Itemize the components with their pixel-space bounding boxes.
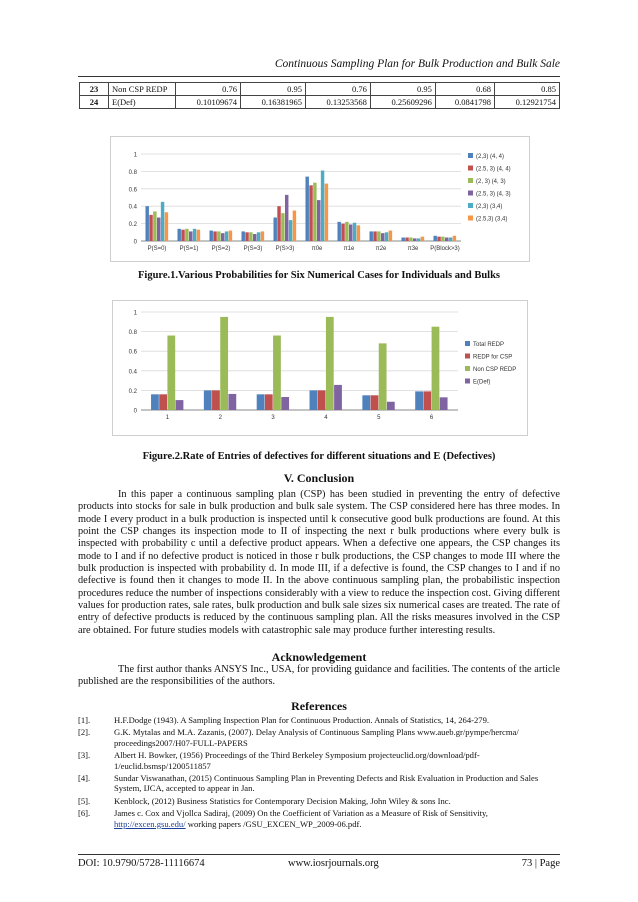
bar — [293, 211, 296, 241]
x-tick-label: P(S>3) — [275, 246, 295, 252]
bar — [385, 232, 388, 241]
bar — [389, 231, 392, 241]
bar — [273, 218, 276, 241]
legend-swatch — [465, 379, 470, 384]
bar — [281, 213, 284, 241]
table-cell: 0.0841798 — [435, 96, 494, 109]
x-tick-label: 2 — [218, 415, 222, 421]
legend-label: (2.5, 3) (4, 4) — [476, 166, 511, 173]
figure-1-chart — [111, 137, 529, 261]
x-tick-label: P(S=1) — [179, 246, 199, 252]
bar — [341, 224, 344, 241]
bar — [321, 171, 324, 241]
legend-swatch — [468, 191, 473, 196]
legend-swatch — [468, 216, 473, 221]
bar — [181, 230, 184, 241]
y-tick-label: 0 — [133, 408, 137, 415]
table-cell: 0.10109674 — [176, 96, 241, 109]
y-tick-label: 1 — [133, 310, 137, 317]
bar — [313, 183, 316, 241]
reference-number: [6]. — [78, 808, 91, 819]
reference-item — [78, 796, 560, 806]
conclusion-paragraph — [78, 489, 560, 637]
bar — [445, 238, 448, 241]
x-tick-label: P(S=0) — [147, 246, 167, 252]
footer-rule — [78, 854, 560, 855]
bar — [265, 394, 273, 410]
figure-1-caption: Figure.1.Various Probabilities for Six Numerical Cases for Individuals and Bulks — [137, 270, 500, 281]
table-cell: 0.25609296 — [370, 96, 435, 109]
bar — [381, 233, 384, 241]
reference-link[interactable]: http://excen.gsu.edu/ — [114, 818, 186, 829]
bar — [261, 231, 264, 241]
bar — [225, 231, 228, 241]
reference-item — [78, 750, 560, 771]
bar — [433, 236, 436, 241]
acknowledgement-paragraph — [78, 664, 560, 689]
bar — [228, 394, 236, 410]
bar — [353, 223, 356, 241]
bar — [377, 231, 380, 241]
row-number: 23 — [80, 83, 109, 96]
bar — [289, 220, 292, 241]
bar — [281, 397, 289, 410]
figure-1-frame — [110, 136, 530, 262]
x-tick-label: π1e — [343, 246, 355, 252]
reference-text: Albert H. Bowker, (1956) Proceedings of the Third Berkeley Symposium projecteuclid.org/download/pdf-1/euclid.bsmsp/1200511857 — [114, 750, 480, 771]
bar — [209, 231, 212, 241]
row-label: E(Def) — [109, 96, 176, 109]
bar — [167, 336, 175, 410]
bar — [253, 234, 256, 241]
bar — [249, 232, 252, 241]
table-cell: 0.76 — [176, 83, 241, 96]
header-rule — [78, 76, 560, 77]
reference-text-tail: working papers /GSU_EXCEN_WP_2009-06.pdf. — [185, 818, 362, 829]
x-tick-label: 5 — [377, 415, 381, 421]
x-tick-label: 6 — [429, 415, 434, 421]
x-tick-label: π2e — [375, 246, 387, 252]
reference-number: [5]. — [78, 795, 91, 806]
legend-label: E(Def) — [473, 379, 491, 386]
y-tick-label: 0.2 — [128, 222, 137, 229]
y-tick-label: 1 — [133, 152, 137, 159]
bar — [409, 238, 412, 241]
legend-swatch — [468, 178, 473, 183]
figure-2-caption: Figure.2.Rate of Entries of defectives for different situations and E (Defectives) — [142, 451, 496, 462]
bar — [449, 238, 452, 241]
y-tick-label: 0.8 — [128, 169, 137, 176]
bar — [317, 200, 320, 241]
references-heading: References — [291, 699, 347, 713]
reference-text: James c. Cox and Vjollca Sadiraj, (2009) On the Coefficient of Variation as a Measure of Risk of Sensitivity, — [114, 808, 488, 819]
reference-number: [2]. — [78, 727, 91, 738]
bar — [440, 397, 448, 410]
reference-text: Kenblock, (2012) Business Statistics for Contemporary Decision Making, John Wiley & sons Inc. — [114, 795, 451, 806]
bar — [415, 391, 423, 410]
acknowledgement-heading: Acknowledgement — [271, 650, 367, 664]
bar — [379, 343, 387, 410]
legend-label: (2.5, 3) (4, 3) — [476, 191, 511, 198]
bar — [197, 230, 200, 241]
conclusion-text: In this paper a continuous sampling plan (CSP) has been studied in preventing the entry of defective products into stocks for sale in bulk production and bulk sale system. The CSP considered here has three modes. In mode I every product in a bulk production is inspected until k consecutive good bulk productions are found. At this point the CSP changes its inspection mode to II of inspecting the next r bulk productions where every bulk is inspected with probability c until a defective product appears. When a defective one appears, the CSP changes its mode to I and if no defective product is noticed in those r bulk productions, the CSP changes to mode III where the bulk production is inspected with probability d. In mode III, if a defective is found, the CSP changes to I and if no defective is found then it changes to mode II. In the above continuous sampling plan, the probabilistic inspection procedures reduce the number of inspections considerably with a view to reduce the inspection cost. Giving different values for production rates, sale rates, bulk production and bulk sale sizes six numerical cases are treated. The rate of entry of defective products is reduced by the continuous sampling plan. All the risks measures involved in the CSP are obtained. For future studies models with catastrophic sale may produce further interesting results. — [78, 489, 560, 636]
footer-doi: DOI: 10.9790/5728-11116674 — [78, 858, 205, 869]
x-tick-label: P(S=2) — [211, 246, 231, 252]
row-number: 24 — [80, 96, 109, 109]
bar — [337, 222, 340, 241]
bar — [257, 232, 260, 241]
bar — [277, 206, 280, 241]
y-tick-label: 0 — [133, 239, 137, 246]
bar — [345, 222, 348, 241]
bar — [357, 225, 360, 241]
bar — [177, 229, 180, 241]
x-tick-label: π0e — [311, 246, 323, 252]
bar — [189, 231, 192, 241]
reference-text: H.F.Dodge (1943). A Sampling Inspection Plan for Continuous Production. Annals of Statistics, 14, 264-279. — [114, 715, 490, 725]
bar — [153, 211, 156, 241]
table-cell: 0.12921754 — [495, 96, 560, 109]
x-tick-label: 4 — [324, 415, 328, 421]
bar — [432, 327, 440, 410]
bar — [401, 238, 404, 241]
bar — [371, 395, 379, 410]
reference-text: G.K. Mytalas and M.A. Zazanis, (2007). Delay Analysis of Continuous Sampling Plans www.aueb.gr/pympe/hercma/ proceedings2007/H07-FULL-PAPERS — [114, 727, 519, 748]
figure-2-frame — [112, 300, 528, 436]
bar — [161, 202, 164, 241]
bar — [220, 317, 228, 410]
reference-list — [78, 715, 560, 831]
bar — [310, 390, 318, 410]
y-tick-label: 0.4 — [128, 369, 137, 376]
bar — [309, 185, 312, 241]
bar — [369, 231, 372, 241]
bar — [149, 215, 152, 241]
table-cell: 0.68 — [435, 83, 494, 96]
bar — [417, 238, 420, 241]
legend-label: (2.5,3) (3,4) — [476, 216, 508, 223]
bar — [373, 231, 376, 241]
bar — [413, 238, 416, 241]
legend-label: (2, 3) (4, 3) — [476, 179, 506, 185]
reference-item — [78, 727, 560, 748]
bar — [212, 390, 220, 410]
reference-number: [1]. — [78, 715, 91, 725]
bar — [245, 232, 248, 241]
legend-label: (2,3) (4, 4) — [476, 154, 505, 160]
table-row — [80, 96, 560, 109]
reference-item — [78, 773, 560, 794]
reference-number: [4]. — [78, 773, 91, 784]
bar — [151, 394, 159, 410]
bar — [405, 238, 408, 241]
table-cell: 0.85 — [495, 83, 560, 96]
y-tick-label: 0.2 — [128, 388, 137, 395]
x-tick-label: 1 — [165, 415, 170, 421]
legend-swatch — [465, 354, 470, 359]
bar — [217, 231, 220, 241]
bar — [204, 390, 212, 410]
bar — [362, 395, 370, 410]
conclusion-heading: V. Conclusion — [283, 471, 355, 485]
figure-2-chart — [113, 301, 527, 435]
table-row — [80, 83, 560, 96]
bar — [159, 394, 167, 410]
legend-label: Total REDP — [473, 342, 505, 348]
table-cell: 0.95 — [240, 83, 305, 96]
y-tick-label: 0.8 — [128, 330, 137, 337]
bar — [441, 237, 444, 241]
table-cell: 0.76 — [305, 83, 370, 96]
x-tick-label: π3e — [407, 246, 419, 252]
bar — [325, 184, 328, 241]
bar — [349, 224, 352, 241]
running-header: Continuous Sampling Plan for Bulk Production and Bulk Sale — [274, 58, 560, 70]
row-label: Non CSP REDP — [109, 83, 176, 96]
y-tick-label: 0.6 — [128, 187, 137, 194]
bar — [453, 236, 456, 241]
bar — [229, 231, 232, 241]
acknowledgement-text: The first author thanks ANSYS Inc., USA, for providing guidance and facilities. The contents of the article published are the responsibilities of the authors. — [78, 664, 560, 688]
footer-site[interactable]: www.iosrjournals.org — [288, 858, 379, 869]
legend-swatch — [468, 166, 473, 171]
bar — [437, 237, 440, 241]
bar — [185, 229, 188, 241]
legend-label: (2,3) (3,4) — [476, 204, 503, 210]
bar — [145, 206, 148, 241]
bar — [387, 402, 395, 410]
x-tick-label: P(S=3) — [243, 246, 263, 252]
legend-label: Non CSP REDP — [473, 367, 517, 373]
table-cell: 0.13253568 — [305, 96, 370, 109]
bar — [421, 237, 424, 241]
bar — [423, 391, 431, 410]
reference-item — [78, 715, 560, 725]
bar — [213, 231, 216, 241]
table-cell: 0.95 — [370, 83, 435, 96]
bar — [326, 317, 334, 410]
data-table — [79, 82, 560, 109]
legend-label: REDP for CSP — [473, 354, 513, 361]
table-cell: 0.16381965 — [240, 96, 305, 109]
bar — [334, 385, 342, 410]
legend-swatch — [465, 366, 470, 371]
bar — [257, 394, 265, 410]
reference-number: [3]. — [78, 750, 91, 761]
y-tick-label: 0.4 — [128, 204, 137, 211]
x-tick-label: 3 — [271, 415, 275, 421]
bar — [157, 218, 160, 241]
bar — [165, 212, 168, 241]
bar — [318, 390, 326, 410]
legend-swatch — [465, 341, 470, 346]
x-tick-label: P(Block>3) — [430, 246, 460, 252]
reference-item — [78, 808, 560, 829]
footer-page: 73 | Page — [521, 858, 560, 869]
bar — [273, 336, 281, 410]
bar — [241, 231, 244, 241]
legend-swatch — [468, 203, 473, 208]
bar — [305, 177, 308, 241]
bar — [221, 233, 224, 241]
legend-swatch — [468, 153, 473, 158]
bar — [193, 229, 196, 241]
reference-text: Sundar Viswanathan, (2015) Continuous Sampling Plan in Preventing Defects and Risk Evaluation in Production and Sales System, IJCA, accepted to appear in Jan. — [114, 773, 539, 794]
y-tick-label: 0.6 — [128, 349, 137, 356]
bar — [176, 400, 184, 410]
bar — [285, 195, 288, 241]
